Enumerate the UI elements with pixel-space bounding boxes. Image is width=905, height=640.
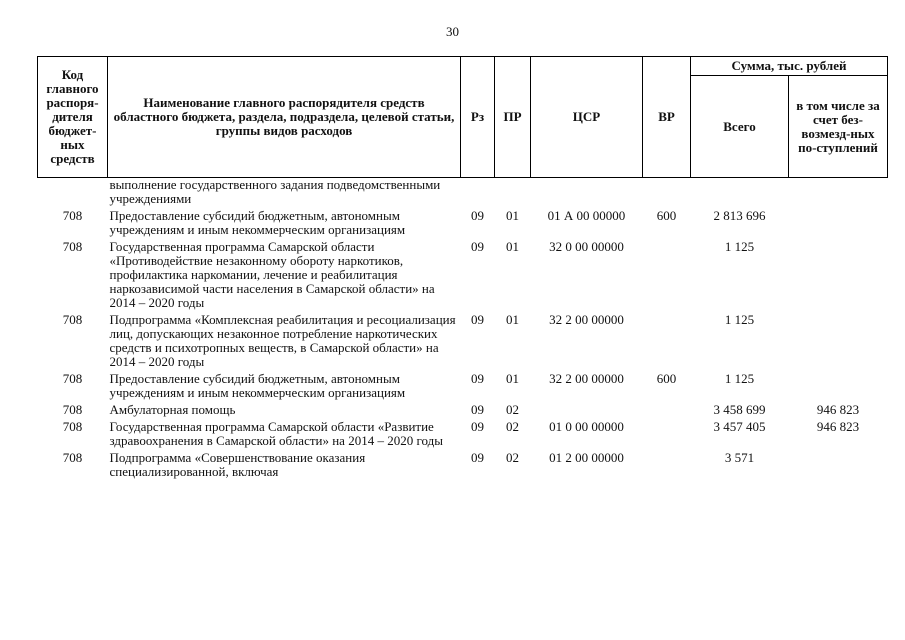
table-row xyxy=(38,370,888,401)
cell-name: Государственная программа Самарской области «Развитие здравоохранения в Самарской области» на 2014 – 2020 годы xyxy=(109,419,443,448)
cell-vr xyxy=(643,311,691,370)
table-body xyxy=(38,178,888,481)
cell-name: Подпрограмма «Совершенствование оказания специализированной, включая xyxy=(109,450,366,479)
cell-name: Предоставление субсидий бюджетным, автономным учреждениям и иным некоммерческим организациям xyxy=(109,371,406,400)
cell-csr: 32 2 00 00000 xyxy=(549,371,624,386)
cell-pr: 02 xyxy=(506,450,519,465)
cell-name: Подпрограмма «Комплексная реабилитация и ресоциализация лиц, допускающих незаконное потребление наркотических средств и психотропных веществ, в Самарской области» на 2014 – 2020 годы xyxy=(109,312,456,369)
cell-name: Предоставление субсидий бюджетным, автономным учреждениям и иным некоммерческим организациям xyxy=(109,208,406,237)
cell-rz: 09 xyxy=(471,239,484,254)
cell-name: Амбулаторная помощь xyxy=(109,402,236,417)
cell-total: 2 813 696 xyxy=(713,208,766,223)
cell-code: 708 xyxy=(62,450,83,465)
cell-pr: 01 xyxy=(506,239,519,254)
cell-rz: 09 xyxy=(471,402,484,417)
cell-total: 3 458 699 xyxy=(713,402,766,417)
cell-vr xyxy=(643,401,691,418)
cell-csr: 32 2 00 00000 xyxy=(549,312,624,327)
cell-csr: 01 2 00 00000 xyxy=(549,450,624,465)
table-row xyxy=(38,401,888,418)
cell-code: 708 xyxy=(62,371,83,386)
cell-code: 708 xyxy=(62,239,83,254)
cell-pr xyxy=(495,178,531,208)
cell-name: Государственная программа Самарской области «Противодействие незаконному обороту наркотиков, профилактика наркомании, лечение и реабилитация наркозависимой части населения в Самарской области» на 2014 – 2020 годы xyxy=(109,239,435,310)
cell-csr xyxy=(531,401,643,418)
header-total: Всего xyxy=(691,76,789,178)
page-number: 30 xyxy=(446,24,459,39)
header-sum: Сумма, тыс. рублей xyxy=(691,57,888,76)
table-header xyxy=(38,57,888,178)
cell-csr: 32 0 00 00000 xyxy=(549,239,624,254)
header-vr: ВР xyxy=(643,57,691,178)
cell-rz: 09 xyxy=(471,450,484,465)
cell-vr xyxy=(643,238,691,311)
cell-free xyxy=(789,238,888,311)
cell-vr: 600 xyxy=(656,208,677,223)
cell-vr: 600 xyxy=(656,371,677,386)
cell-pr: 01 xyxy=(506,208,519,223)
budget-table-container xyxy=(37,56,887,480)
cell-pr: 01 xyxy=(506,312,519,327)
cell-vr xyxy=(643,449,691,480)
cell-total: 1 125 xyxy=(724,239,755,254)
cell-free xyxy=(789,311,888,370)
cell-rz: 09 xyxy=(471,371,484,386)
cell-pr: 02 xyxy=(506,402,519,417)
cell-total xyxy=(691,178,789,208)
cell-total: 1 125 xyxy=(724,312,755,327)
table-row xyxy=(38,178,888,208)
cell-csr: 01 А 00 00000 xyxy=(547,208,626,223)
cell-total: 1 125 xyxy=(724,371,755,386)
cell-code: 708 xyxy=(62,208,83,223)
budget-table xyxy=(37,56,888,480)
table-row xyxy=(38,418,888,449)
cell-csr xyxy=(531,178,643,208)
cell-free: 946 823 xyxy=(816,402,860,417)
cell-code: 708 xyxy=(62,419,83,434)
cell-csr: 01 0 00 00000 xyxy=(549,419,624,434)
table-row xyxy=(38,238,888,311)
header-csr: ЦСР xyxy=(531,57,643,178)
cell-code: 708 xyxy=(62,312,83,327)
header-code: Код главного распоря-дителя бюджет-ных средств xyxy=(38,57,108,178)
table-row xyxy=(38,311,888,370)
table-row xyxy=(38,449,888,480)
cell-rz: 09 xyxy=(471,419,484,434)
cell-rz: 09 xyxy=(471,208,484,223)
cell-free: 946 823 xyxy=(816,419,860,434)
cell-name: выполнение государственного задания подведомственными учреждениями xyxy=(109,177,441,206)
cell-total: 3 457 405 xyxy=(713,419,766,434)
header-name: Наименование главного распорядителя средств областного бюджета, раздела, подраздела, целевой статьи, группы видов расходов xyxy=(108,57,461,178)
cell-free xyxy=(789,370,888,401)
cell-total: 3 571 xyxy=(724,450,755,465)
cell-code: 708 xyxy=(62,402,83,417)
cell-rz: 09 xyxy=(471,312,484,327)
cell-pr: 01 xyxy=(506,371,519,386)
cell-code xyxy=(38,178,108,208)
cell-free xyxy=(789,449,888,480)
cell-free xyxy=(789,178,888,208)
cell-pr: 02 xyxy=(506,419,519,434)
cell-vr xyxy=(643,178,691,208)
cell-vr xyxy=(643,418,691,449)
table-row xyxy=(38,207,888,238)
cell-free xyxy=(789,207,888,238)
header-free: в том числе за счет без-возмезд-ных по-ступлений xyxy=(789,76,888,178)
header-pr: ПР xyxy=(495,57,531,178)
header-rz: Рз xyxy=(461,57,495,178)
cell-rz xyxy=(461,178,495,208)
